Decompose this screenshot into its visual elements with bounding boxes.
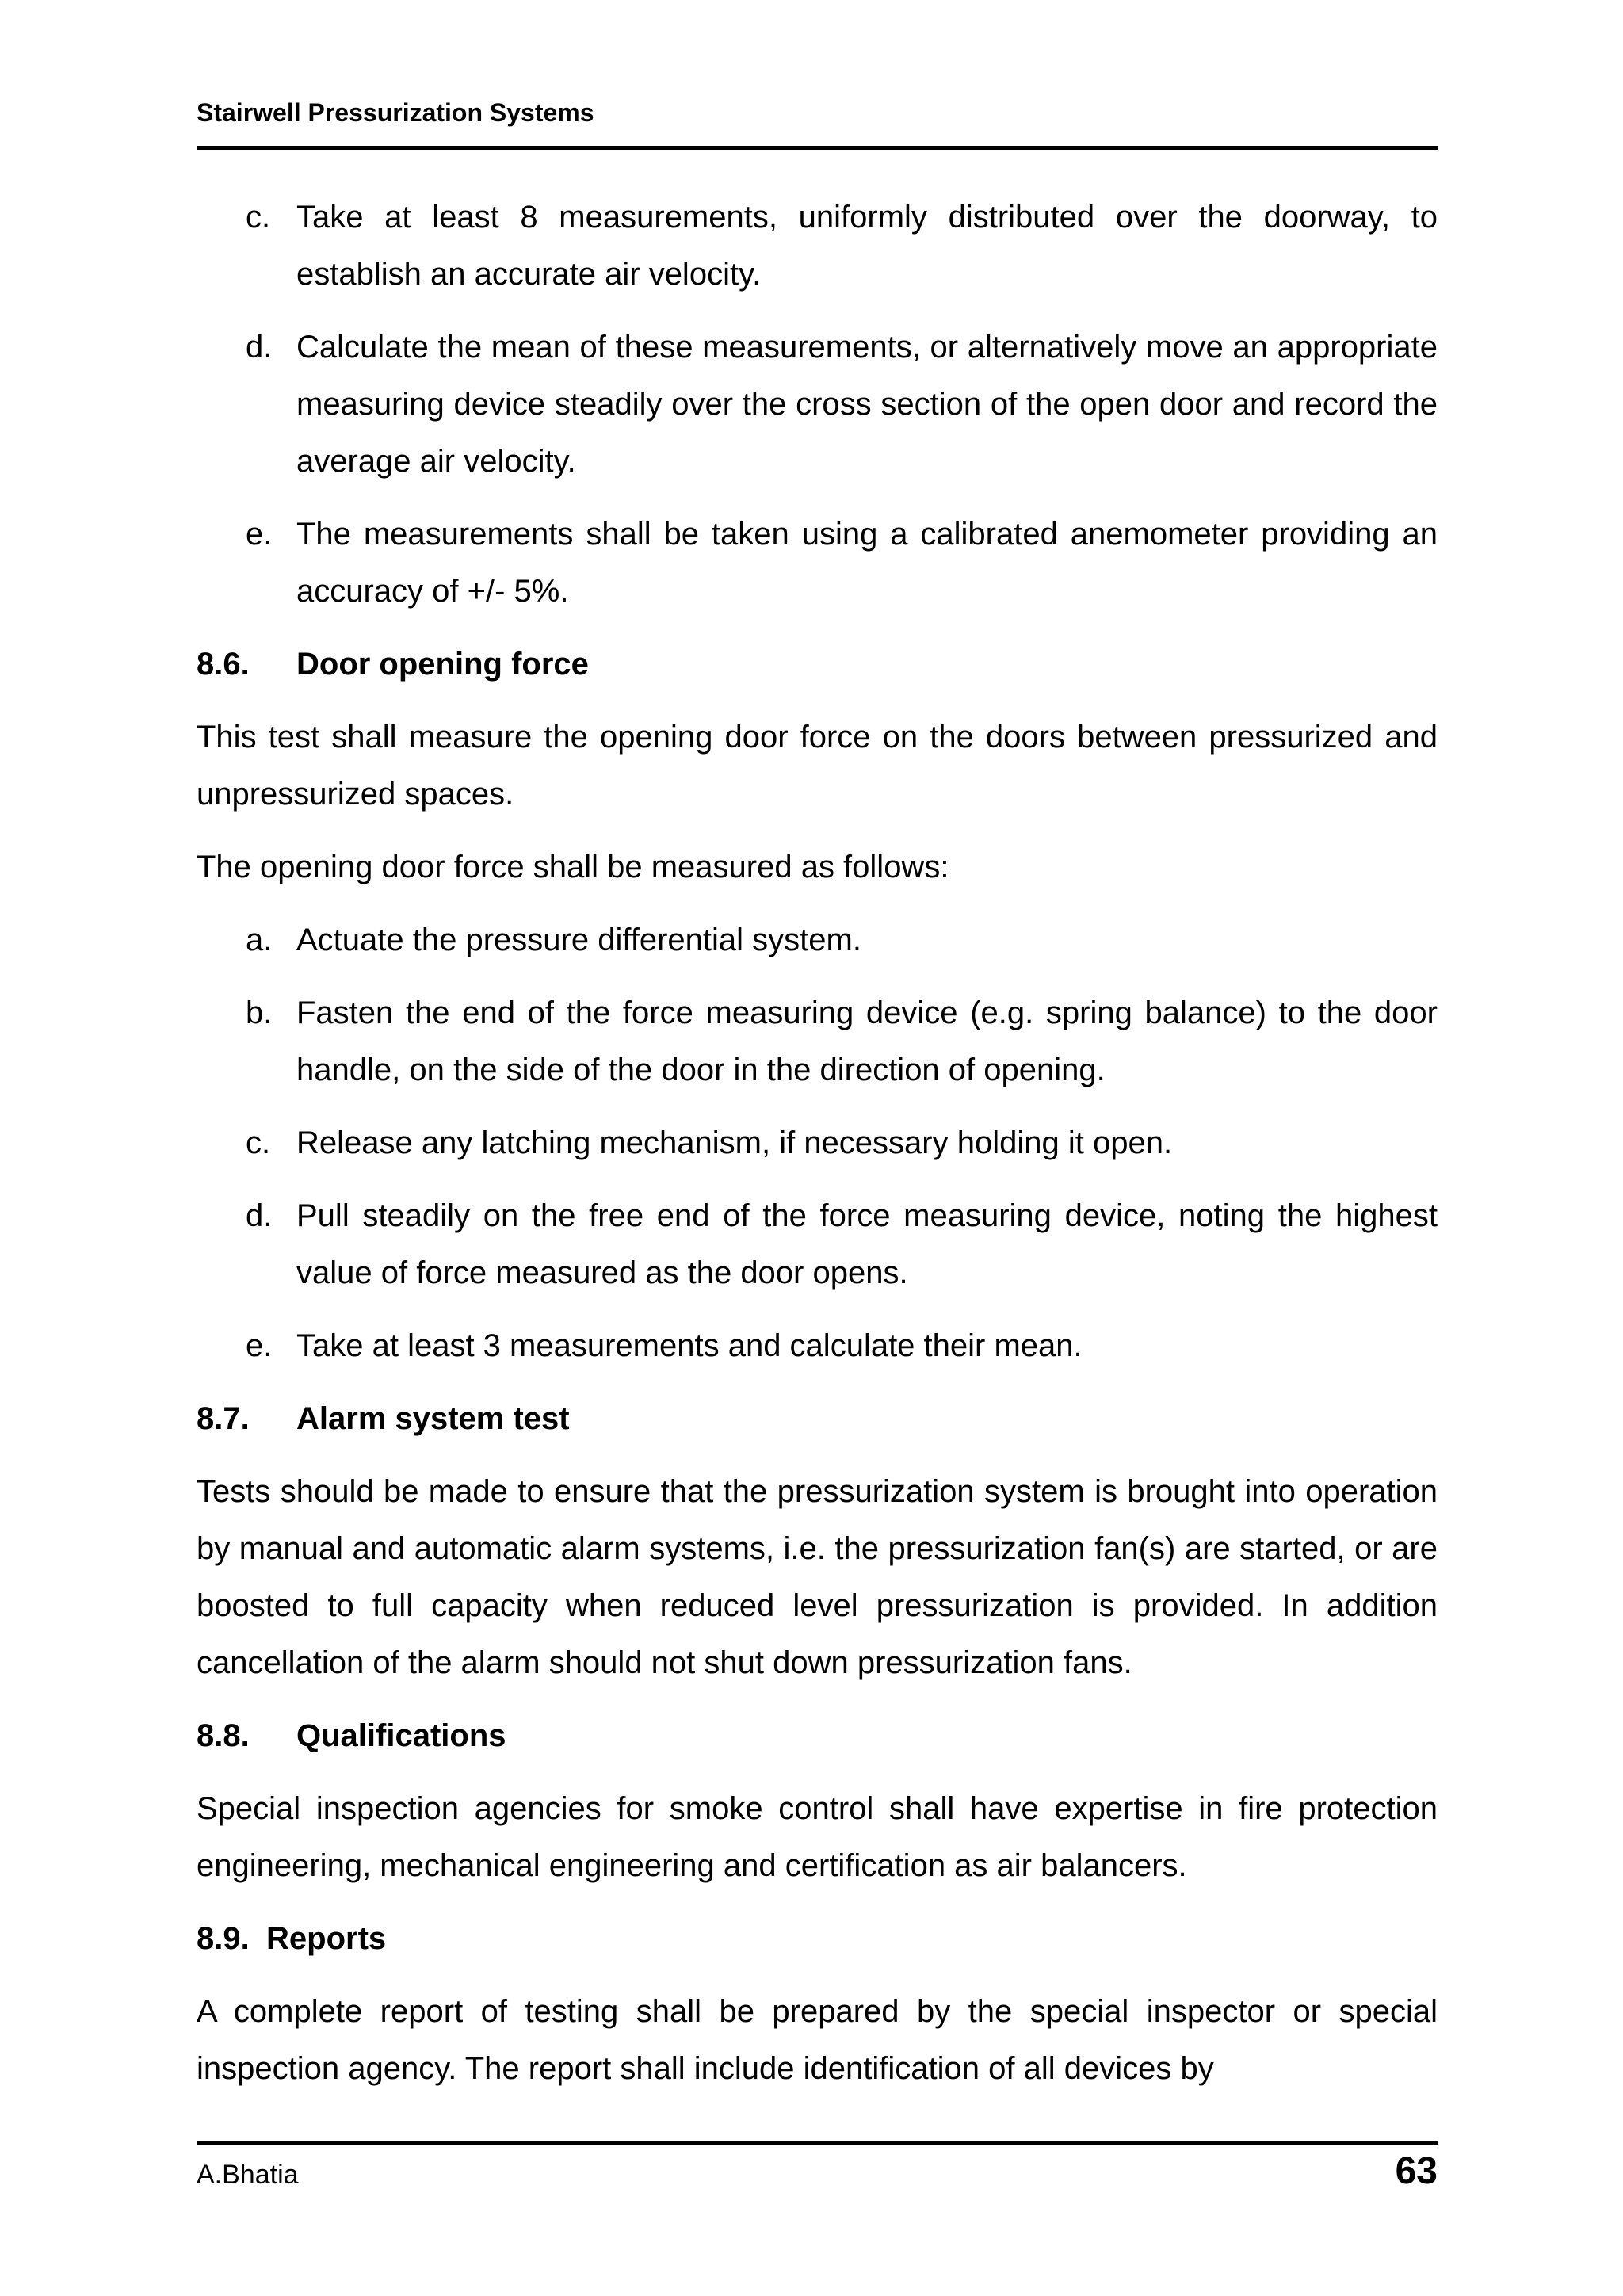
section-heading-8-7 <box>197 1390 1438 1447</box>
list-item-text: Calculate the mean of these measurements, or alternatively move an appropriate measuring device steadily over the cross section of the open door and record the average air velocity. <box>296 330 1438 479</box>
list-item-text: Fasten the end of the force measuring device (e.g. spring balance) to the door handle, on the side of the door in the direction of opening. <box>296 995 1438 1087</box>
running-header-title: Stairwell Pressurization Systems <box>197 98 594 127</box>
paragraph: Special inspection agencies for smoke control shall have expertise in fire protection engineering, mechanical engineering and certification as air balancers. <box>197 1791 1438 1883</box>
paragraph: This test shall measure the opening door force on the doors between pressurized and unpressurized spaces. <box>197 720 1438 812</box>
list-item <box>197 1114 1438 1171</box>
list-marker: c. <box>246 1125 271 1160</box>
section-number: 8.6. <box>197 647 250 682</box>
list-item-text: Release any latching mechanism, if necessary holding it open. <box>296 1125 1173 1160</box>
section-title: Alarm system test <box>296 1401 570 1436</box>
section-heading-8-9 <box>197 1910 1438 1967</box>
section-title: Qualifications <box>296 1718 506 1753</box>
list-item-text: The measurements shall be taken using a calibrated anemometer providing an accuracy of +/- 5%. <box>296 517 1438 609</box>
section-title: Reports <box>266 1921 387 1956</box>
page-content <box>197 189 1438 2113</box>
list-marker: c. <box>246 200 271 235</box>
paragraph: The opening door force shall be measured as follows: <box>197 850 949 884</box>
page-number: 63 <box>1395 2150 1438 2192</box>
list-item-text: Take at least 3 measurements and calculate their mean. <box>296 1328 1083 1363</box>
list-item-text: Pull steadily on the free end of the force measuring device, noting the highest value of force measured as the door opens. <box>296 1198 1438 1290</box>
list-item-text: Actuate the pressure differential system. <box>296 923 861 957</box>
paragraph: A complete report of testing shall be prepared by the special inspector or special inspection agency. The report shall include identification of all devices by <box>197 1994 1438 2086</box>
section-heading-8-8 <box>197 1707 1438 1764</box>
section-number: 8.7. <box>197 1401 250 1436</box>
list-marker: e. <box>246 1328 273 1363</box>
header-divider <box>197 146 1438 150</box>
list-item <box>197 1187 1438 1301</box>
list-marker: e. <box>246 517 273 552</box>
footer-divider <box>197 2141 1438 2145</box>
list-item <box>197 1317 1438 1374</box>
section-number: 8.8. <box>197 1718 250 1753</box>
list-item <box>197 319 1438 490</box>
section-number: 8.9. <box>197 1921 250 1956</box>
list-item <box>197 984 1438 1098</box>
list-marker: d. <box>246 1198 273 1233</box>
list-item <box>197 189 1438 303</box>
section-heading-8-6 <box>197 636 1438 693</box>
paragraph: Tests should be made to ensure that the pressurization system is brought into operation by manual and automatic alarm systems, i.e. the pressurization fan(s) are started, or are boosted to full capacity when reduced level pressurization is provided. In addition cancellation of the alarm should not shut down pressurization fans. <box>197 1474 1438 1680</box>
list-marker: b. <box>246 995 273 1030</box>
list-marker: d. <box>246 330 273 365</box>
section-title: Door opening force <box>296 647 589 682</box>
footer-author: A.Bhatia <box>197 2160 299 2190</box>
list-item-text: Take at least 8 measurements, uniformly distributed over the doorway, to establish an accurate air velocity. <box>296 200 1438 292</box>
list-item <box>197 911 1438 968</box>
list-marker: a. <box>246 923 273 957</box>
list-item <box>197 506 1438 620</box>
